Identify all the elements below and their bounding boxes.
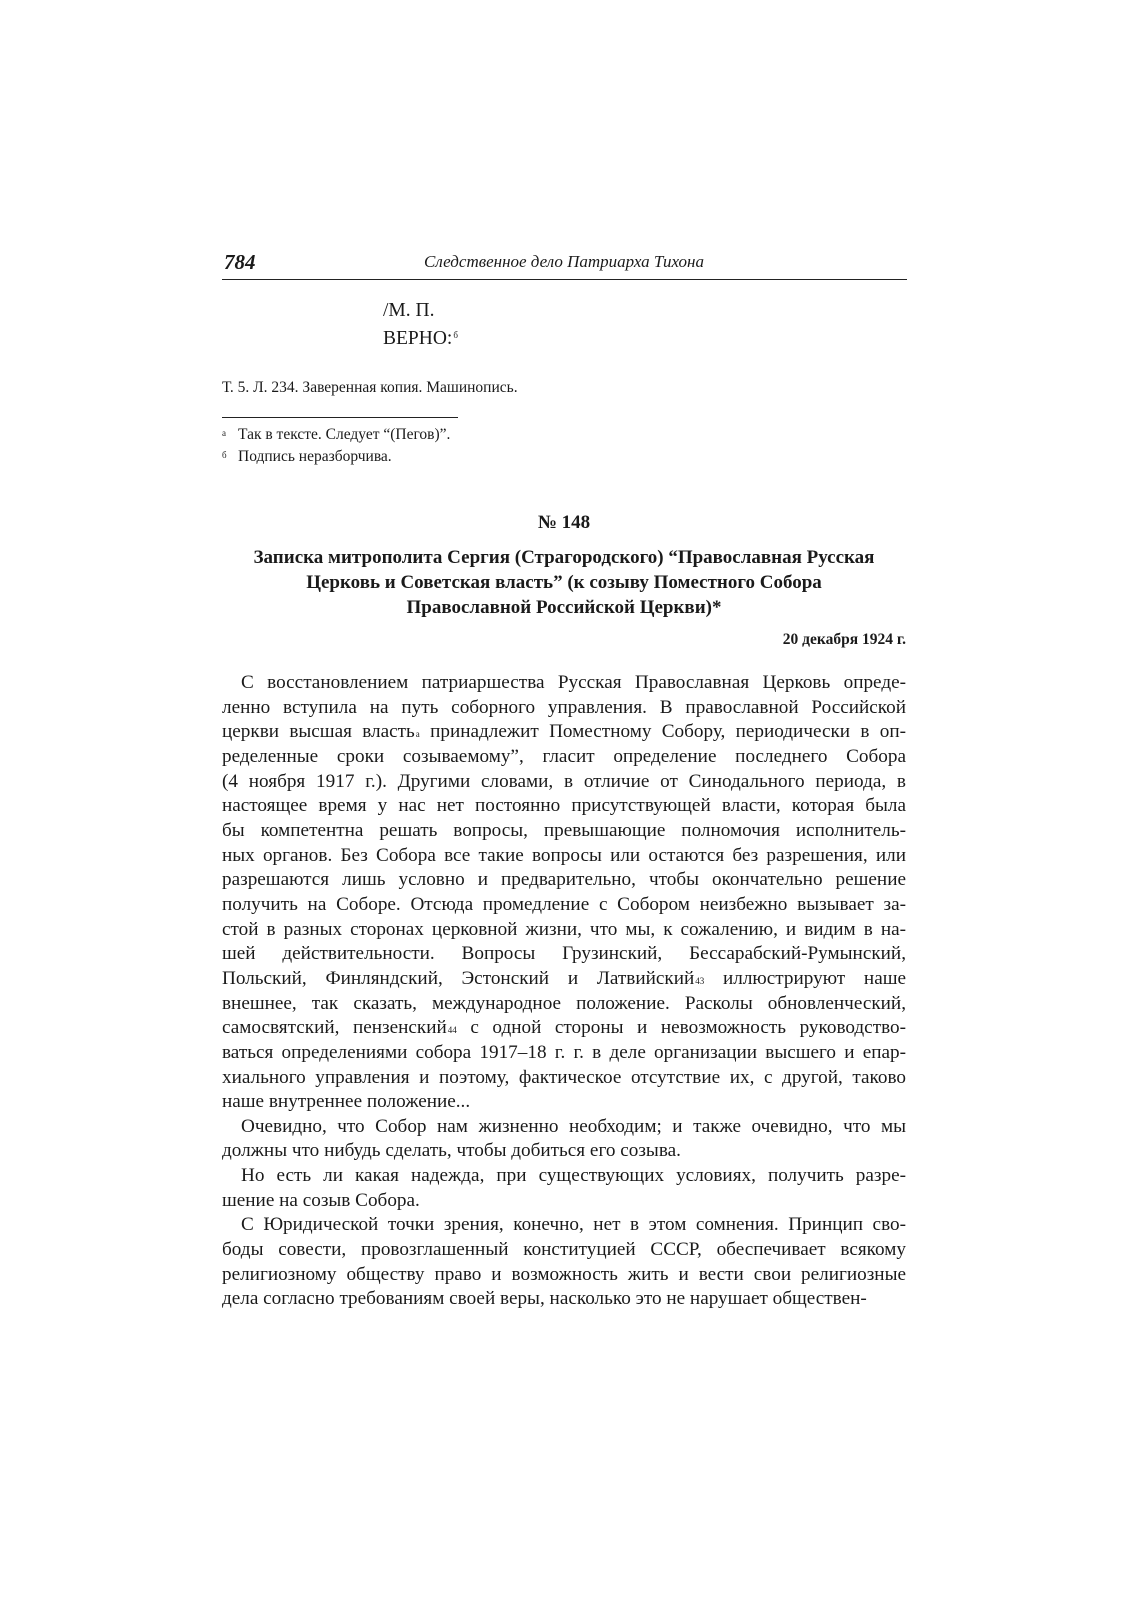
footnote-ref: а [415,729,420,740]
text-line: стой в разных сторонах церковной жизни, что мы, к сожалению, и видим в на- [222,918,906,940]
verified-text: ВЕРНО: [383,328,453,349]
paragraph [222,1115,906,1164]
page-number: 784 [224,250,256,274]
footnote-ref: 44 [447,1025,457,1036]
text-line: религиозному обществу право и возможность жить и вести свои религиозные [222,1263,906,1285]
archival-source: Т. 5. Л. 234. Заверенная копия. Машинопись. [222,379,518,396]
text-line: ленно вступила на путь соборного управления. В православной Российской [222,696,906,718]
text-line: (4 ноября 1917 г.). Другими словами, в отличие от Синодального периода, в [222,770,906,792]
text-line: Польский, Финляндский, Эстонский и Латвийский$^{43}$ иллюстрируют наше [222,967,906,989]
text-line: бы компетентна решать вопросы, превышающие полномочия исполнитель- [222,819,906,841]
text-line: С восстановлением патриаршества Русская Православная Церковь опреде- [241,672,906,693]
text-line: церкви высшая власть$^а$ принадлежит Поместному Собору, периодически в оп- [222,721,906,743]
title-line: Записка митрополита Сергия (Страгородского) “Православная Русская [253,547,875,568]
text-line: дела согласно требованиям своей веры, насколько это не нарушает обществен- [222,1288,867,1310]
document-date: 20 декабря 1924 г. [782,631,906,648]
footnote-text: Подпись неразборчива. [238,448,392,465]
verified-line [383,328,458,350]
running-title: Следственное дело Патриарха Тихона [424,252,704,271]
stamp-line: /М. П. [383,300,435,321]
text-line: Но есть ли какая надежда, при существующих условиях, получить разре- [241,1165,906,1187]
text-line: разрешаются лишь условно и предварительно, чтобы окончательно решение [222,869,906,891]
text-line: ных органов. Без Собора все такие вопросы или остаются без разрешения, или [222,844,906,866]
text-line: внешнее, так сказать, международное положение. Расколы обновленческий, [222,992,906,1014]
paragraph [222,1213,906,1312]
paragraph [222,671,906,1115]
text-line: ределенные сроки созываемому”, гласит определение последнего Собора [222,745,906,767]
text-line: наше внутреннее положение... [222,1091,471,1113]
title-line: Православной Российской Церкви)* [406,597,722,618]
footnote-mark: а [222,428,226,438]
text-line: получить на Соборе. Отсюда промедление с Собором неизбежно вызывает за- [222,893,906,915]
footnote [222,426,450,444]
text-line: самосвятский, пензенский$^{44}$ с одной стороны и невозможность руководство- [222,1017,906,1039]
footnote-ref: б [453,330,458,340]
paragraph [222,1164,906,1213]
text-line: шей действительности. Вопросы Грузинский, Бессарабский-Румынский, [222,943,906,965]
document-title [222,545,906,620]
footnote [222,448,392,466]
document-number: № 148 [537,512,591,533]
title-line: Церковь и Советская власть” (к созыву Поместного Собора [306,572,822,593]
text-line: настоящее время у нас нет постоянно присутствующей власти, которая была [222,795,906,817]
header-rule [222,279,907,280]
footnote-ref: 43 [695,975,705,986]
text-line: С Юридической точки зрения, конечно, нет в этом сомнения. Принцип сво- [241,1214,906,1236]
text-line: шение на созыв Собора. [222,1189,420,1211]
body-text [222,671,906,1312]
text-line: хиального управления и поэтому, фактическое отсутствие их, с другой, таково [222,1066,906,1088]
footnote-text: Так в тексте. Следует “(Пегов)”. [238,426,451,443]
text-line: ваться определениями собора 1917–18 г. г. в деле организации высшего и епар- [222,1041,906,1063]
footnote-mark: б [222,450,227,460]
text-line: боды совести, провозглашенный конституцией СССР, обеспечивает всякому [222,1239,906,1261]
footnote-rule [222,417,458,418]
text-line: Очевидно, что Собор нам жизненно необходим; и также очевидно, что мы [241,1115,906,1137]
text-line: должны что нибудь сделать, чтобы добиться его созыва. [222,1140,681,1162]
